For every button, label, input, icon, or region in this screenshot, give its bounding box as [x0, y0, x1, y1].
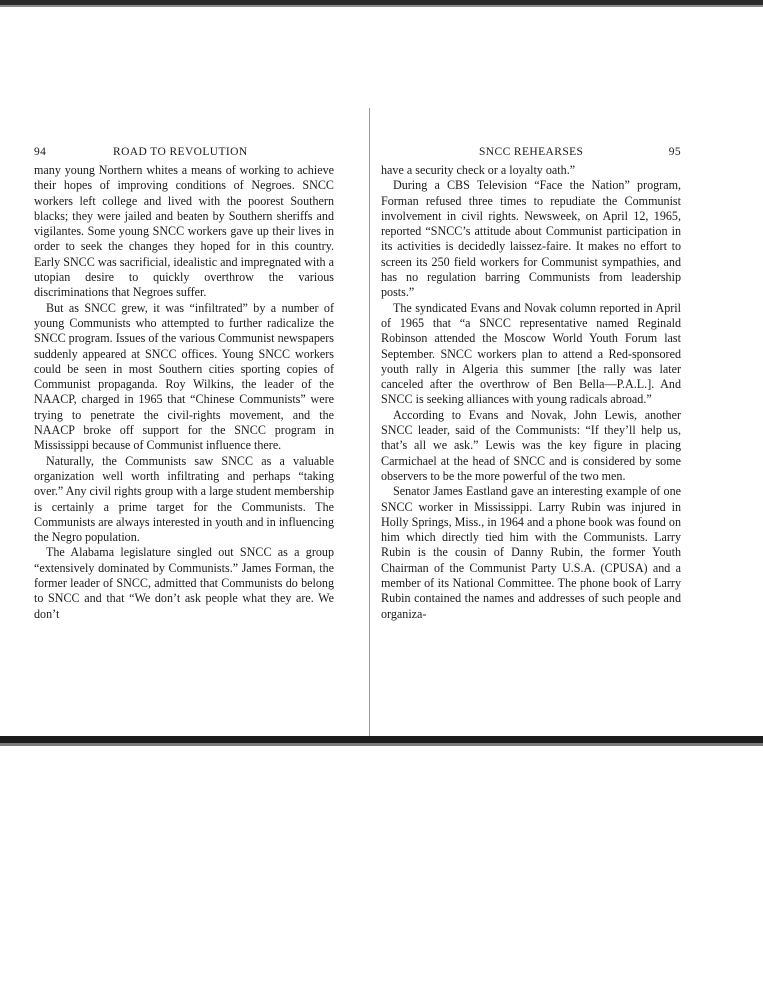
scan-top-edge-shadow: [0, 5, 763, 7]
scan-bottom-edge-shadow: [0, 743, 763, 746]
left-running-title: ROAD TO REVOLUTION: [113, 146, 248, 158]
left-body-text: [34, 163, 334, 622]
right-running-head: [381, 146, 681, 162]
left-page-number: 94: [34, 146, 47, 158]
left-paragraph-3: Naturally, the Communists saw SNCC as a valuable organization well worth infiltrating and perhaps “taking over.” Any civil rights group with a large student membership is certainly a prime target for the Communists. The Communists are always interested in youth and in influencing the Negro population.: [34, 453, 334, 545]
right-paragraph-5: Senator James Eastland gave an interesting example of one SNCC worker in Mississippi. Larry Rubin was injured in Holly Springs, Miss., in 1964 and a phone book was found on him which directly tied him with the Communists. Larry Rubin is the cousin of Danny Rubin, the former Youth Chairman of the Communist Party U.S.A. (CPUSA) and a member of its National Committee. The phone book of Larry Rubin contained the names and addresses of such people and organiza-: [381, 484, 681, 621]
left-paragraph-4: The Alabama legislature singled out SNCC as a group “extensively dominated by Communists.” James Forman, the former leader of SNCC, admitted that Communists do belong to SNCC and that “We don’t ask people what they are. We don’t: [34, 545, 334, 621]
right-paragraph-2: During a CBS Television “Face the Nation” program, Forman refused three times to repudiate the Communist involvement in civil rights. Newsweek, on April 12, 1965, reported “SNCC’s attitude about Communist participation in its activities is decidedly laissez-faire. It makes no effort to screen its 250 field workers for Communist sympathies, and has no regulation barring Communists from leadership posts.”: [381, 178, 681, 300]
right-body-text: [381, 163, 681, 622]
book-gutter: [369, 108, 370, 743]
right-page: [381, 146, 681, 622]
left-page: [34, 146, 334, 622]
left-running-head: [34, 146, 334, 162]
right-page-number: 95: [668, 146, 681, 158]
right-running-title: SNCC REHEARSES: [479, 146, 584, 158]
left-paragraph-2: But as SNCC grew, it was “infiltrated” by a number of young Communists who attempted to further radicalize the SNCC program. Issues of the various Communist newspapers suddenly appeared at SNCC offices. Young SNCC workers could be seen in most Southern cities sporting copies of Communist propaganda. Roy Wilkins, the leader of the NAACP, charged in 1965 that “Chinese Communists” were trying to penetrate the civil-rights movement, and the NAACP broke off support for the SNCC program in Mississippi because of Communist influence there.: [34, 300, 334, 453]
left-paragraph-1: many young Northern whites a means of working to achieve their hopes of improving conditions of Negroes. SNCC workers left college and lived with the poorest Southern blacks; they were jailed and beaten by Southern sheriffs and vigilantes. Some young SNCC workers gave up their lives in order to seek the changes they hoped for in this country. Early SNCC was sacrificial, idealistic and impregnated with a utopian desire to quickly overthrow the various discriminations that Negroes suffer.: [34, 163, 334, 300]
right-paragraph-4: According to Evans and Novak, John Lewis, another SNCC leader, said of the Communists: “If they’ll help us, that’s all we ask.” Lewis was the key figure in placing Carmichael at the head of SNCC and is considered by some observers to be the more powerful of the two men.: [381, 407, 681, 483]
right-paragraph-1: have a security check or a loyalty oath.”: [381, 163, 576, 177]
right-paragraph-3: The syndicated Evans and Novak column reported in April of 1965 that “a SNCC representative named Reginald Robinson attended the Moscow World Youth Forum last September. SNCC workers plan to attend a Red-sponsored youth rally in Algeria this summer [the rally was later canceled after the overthrow of Ben Bella—P.A.L.]. And SNCC is seeking alliances with young radicals abroad.”: [381, 300, 681, 407]
scan-bottom-edge: [0, 736, 763, 743]
